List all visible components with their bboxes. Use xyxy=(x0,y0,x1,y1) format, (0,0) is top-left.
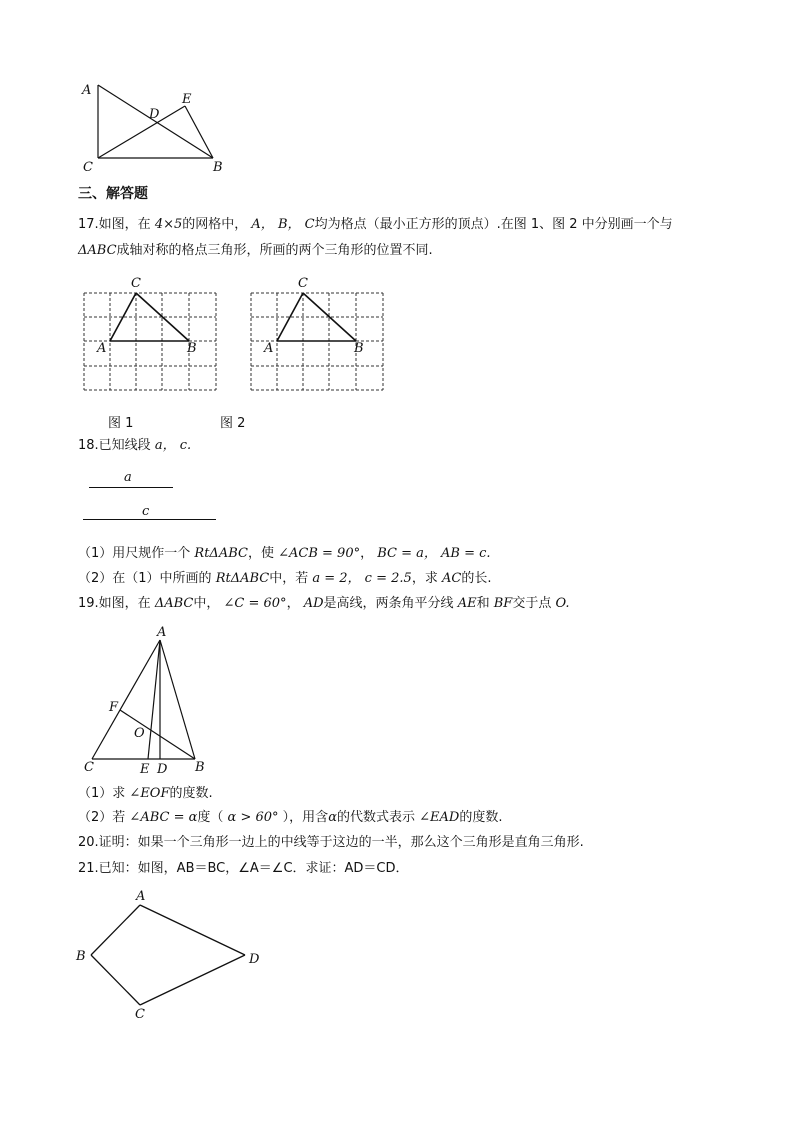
q19-label-o: O xyxy=(134,726,145,741)
top-label-a: A xyxy=(82,83,92,98)
q19-label-e: E xyxy=(140,762,150,777)
fig2-label-a: A xyxy=(264,341,274,356)
q19-label-c: C xyxy=(84,760,94,775)
fig2-label-b: B xyxy=(354,341,364,356)
q17-line2: ΔABC成轴对称的格点三角形，所画的两个三角形的位置不同. xyxy=(78,243,433,258)
segment-c xyxy=(83,519,216,520)
q19-figure xyxy=(78,620,218,780)
grid-figure-1 xyxy=(82,270,222,396)
q18-part2: （2）在（1）中所画的 RtΔABC中，若 a = 2， c = 2.5，求 AC的长. xyxy=(78,571,492,586)
fig1-label-c: C xyxy=(131,276,141,291)
q18-part1: （1）用尺规作一个 RtΔABC，使 ∠ACB = 90°， BC = a， AB = c. xyxy=(78,546,491,561)
q17-line1: 17.如图，在 4×5的网格中， A， B， C均为格点（最小正方形的顶点）.在图 1、图 2 中分别画一个与 xyxy=(78,217,673,232)
fig2-label-c: C xyxy=(298,276,308,291)
q19-intro: 19.如图，在 ΔABC中， ∠C = 60°， AD是高线，两条角平分线 AE和 BF交于点 O. xyxy=(78,596,570,611)
q21-label-a: A xyxy=(136,889,146,904)
caption-figure-1: 图 1 xyxy=(108,416,134,431)
q19-part2: （2）若 ∠ABC = α度（ α > 60° ），用含α的代数式表示 ∠EAD的度数. xyxy=(78,810,503,825)
q19-part1: （1）求 ∠EOF的度数. xyxy=(78,786,213,801)
fig1-label-a: A xyxy=(97,341,107,356)
q21-figure xyxy=(70,885,270,1025)
q19-label-b: B xyxy=(195,760,205,775)
q19-label-a: A xyxy=(157,625,167,640)
top-label-e: E xyxy=(182,92,192,107)
top-label-d: D xyxy=(149,107,160,122)
q21-text: 21.已知：如图，AB＝BC，∠A＝∠C．求证：AD＝CD． xyxy=(78,861,409,876)
section-heading: 三、解答题 xyxy=(78,186,148,202)
segment-a-label: a xyxy=(124,470,132,485)
q21-label-b: B xyxy=(76,949,86,964)
q21-label-c: C xyxy=(135,1007,145,1022)
top-figure xyxy=(70,78,240,178)
fig1-label-b: B xyxy=(187,341,197,356)
grid-figure-2 xyxy=(249,270,389,396)
top-label-b: B xyxy=(213,160,223,175)
q21-label-d: D xyxy=(249,952,260,967)
top-label-c: C xyxy=(83,160,93,175)
segment-c-label: c xyxy=(142,504,150,519)
segment-a xyxy=(89,487,173,488)
q18-intro: 18.已知线段 a， c. xyxy=(78,438,192,453)
caption-figure-2: 图 2 xyxy=(220,416,246,431)
q20-text: 20.证明：如果一个三角形一边上的中线等于这边的一半，那么这个三角形是直角三角形. xyxy=(78,835,584,850)
q19-label-d: D xyxy=(157,762,168,777)
q19-label-f: F xyxy=(109,700,119,715)
